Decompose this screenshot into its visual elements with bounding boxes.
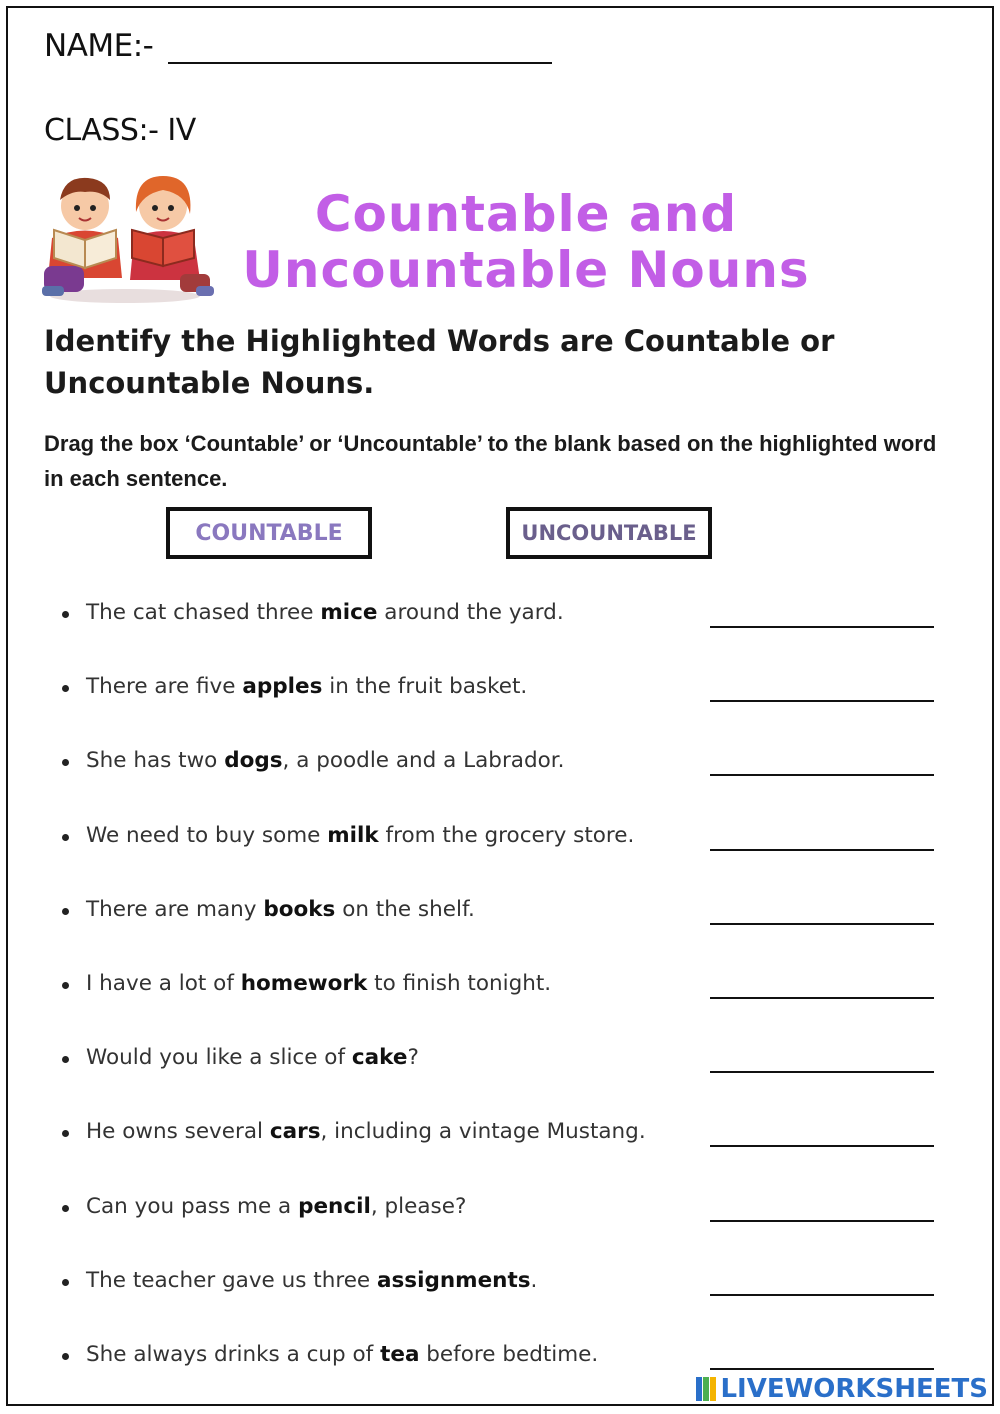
sentence-text [86,674,527,699]
sentence-text [86,600,564,625]
sentence-row [58,596,948,670]
bullet-icon [62,982,69,989]
sentence-text [86,1194,466,1219]
highlighted-noun: cars [269,1119,321,1145]
sentence-after: on the shelf. [335,896,475,922]
highlighted-noun: dogs [224,748,283,774]
sentence-list [58,596,948,1412]
answer-blank[interactable] [710,919,934,925]
bullet-icon [62,1279,69,1286]
highlighted-noun: pencil [298,1193,371,1219]
answer-blank[interactable] [710,1067,934,1073]
sentence-text [86,1119,646,1144]
sentence-after: ? [407,1045,419,1071]
bullet-icon [62,834,69,841]
bullet-icon [62,1205,69,1212]
sentence-row [58,819,948,893]
highlighted-noun: cake [351,1045,408,1071]
liveworksheets-logo-icon [695,1376,717,1402]
sentence-text [86,897,475,922]
kids-reading-illustration [30,168,220,308]
liveworksheets-brand [695,1374,988,1404]
highlighted-noun: milk [327,822,379,848]
sentence-before: The teacher gave us three [86,1267,377,1293]
sentence-after: in the fruit basket. [322,674,528,700]
sentence-after: before bedtime. [419,1341,599,1367]
sentence-after: around the yard. [377,600,564,625]
sentence-row [58,670,948,744]
answer-blank[interactable] [710,1141,934,1147]
sentence-row [58,744,948,818]
sentence-before: There are five [86,674,243,700]
bullet-icon [62,685,69,692]
answer-blank[interactable] [710,1290,934,1296]
brand-text: LIVEWORKSHEETS [720,1374,988,1404]
sentence-row [58,1041,948,1115]
bullet-icon [62,611,69,618]
sentence-row [58,967,948,1041]
answer-blank[interactable] [710,993,934,999]
sentence-before: She always drinks a cup of [86,1341,381,1367]
sentence-row [58,893,948,967]
answer-blank[interactable] [710,622,934,628]
name-input-line[interactable] [168,62,552,64]
title-line-2: Uncountable Nouns [242,241,810,299]
sentence-before: She has two [86,748,225,774]
class-label: CLASS:- IV [44,113,196,148]
sentence-before: Can you pass me a [86,1193,299,1219]
sentence-after: , including a vintage Mustang. [320,1119,646,1145]
worksheet-title [226,186,826,298]
bullet-icon [62,1056,69,1063]
bullet-icon [62,1353,69,1360]
sentence-before: There are many [86,896,264,922]
bullet-icon [62,759,69,766]
sentence-row [58,1115,948,1189]
highlighted-noun: mice [320,600,378,625]
sentence-before: The cat chased three [86,600,321,625]
sentence-before: He owns several [86,1119,270,1145]
sentence-before: We need to buy some [86,822,328,848]
title-line-1: Countable and [314,185,738,243]
answer-blank[interactable] [710,1216,934,1222]
sentence-text [86,748,564,773]
sentence-after: , please? [370,1193,467,1219]
highlighted-noun: books [263,896,336,922]
sentence-text [86,971,551,996]
answer-blank[interactable] [710,845,934,851]
highlighted-noun: apples [242,674,323,700]
sentence-text [86,1045,419,1070]
instruction-heading: Identify the Highlighted Words are Countable or Uncountable Nouns. [44,324,835,400]
answer-blank[interactable] [710,696,934,702]
instruction-text: Drag the box ‘Countable’ or ‘Uncountable’ to the blank based on the highlighted word in each sentence. [44,431,937,491]
sentence-after: , a poodle and a Labrador. [282,748,565,774]
sentence-text [86,1268,537,1293]
uncountable-drag-box[interactable]: UNCOUNTABLE [506,507,712,559]
sentence-after: . [530,1267,538,1293]
sentence-row [58,1264,948,1338]
answer-blank[interactable] [710,1364,934,1370]
highlighted-noun: tea [380,1341,420,1367]
sentence-after: from the grocery store. [378,822,635,848]
sentence-text [86,1342,598,1367]
sentence-row [58,1190,948,1264]
name-label: NAME:- [44,28,154,64]
sentence-text [86,823,634,848]
sentence-after: to finish tonight. [367,970,552,996]
bullet-icon [62,1130,69,1137]
sentence-before: Would you like a slice of [86,1045,352,1071]
countable-drag-box[interactable]: COUNTABLE [166,507,372,559]
bullet-icon [62,908,69,915]
highlighted-noun: assignments [377,1267,531,1293]
sentence-before: I have a lot of [86,970,241,996]
answer-blank[interactable] [710,770,934,776]
highlighted-noun: homework [240,970,368,996]
